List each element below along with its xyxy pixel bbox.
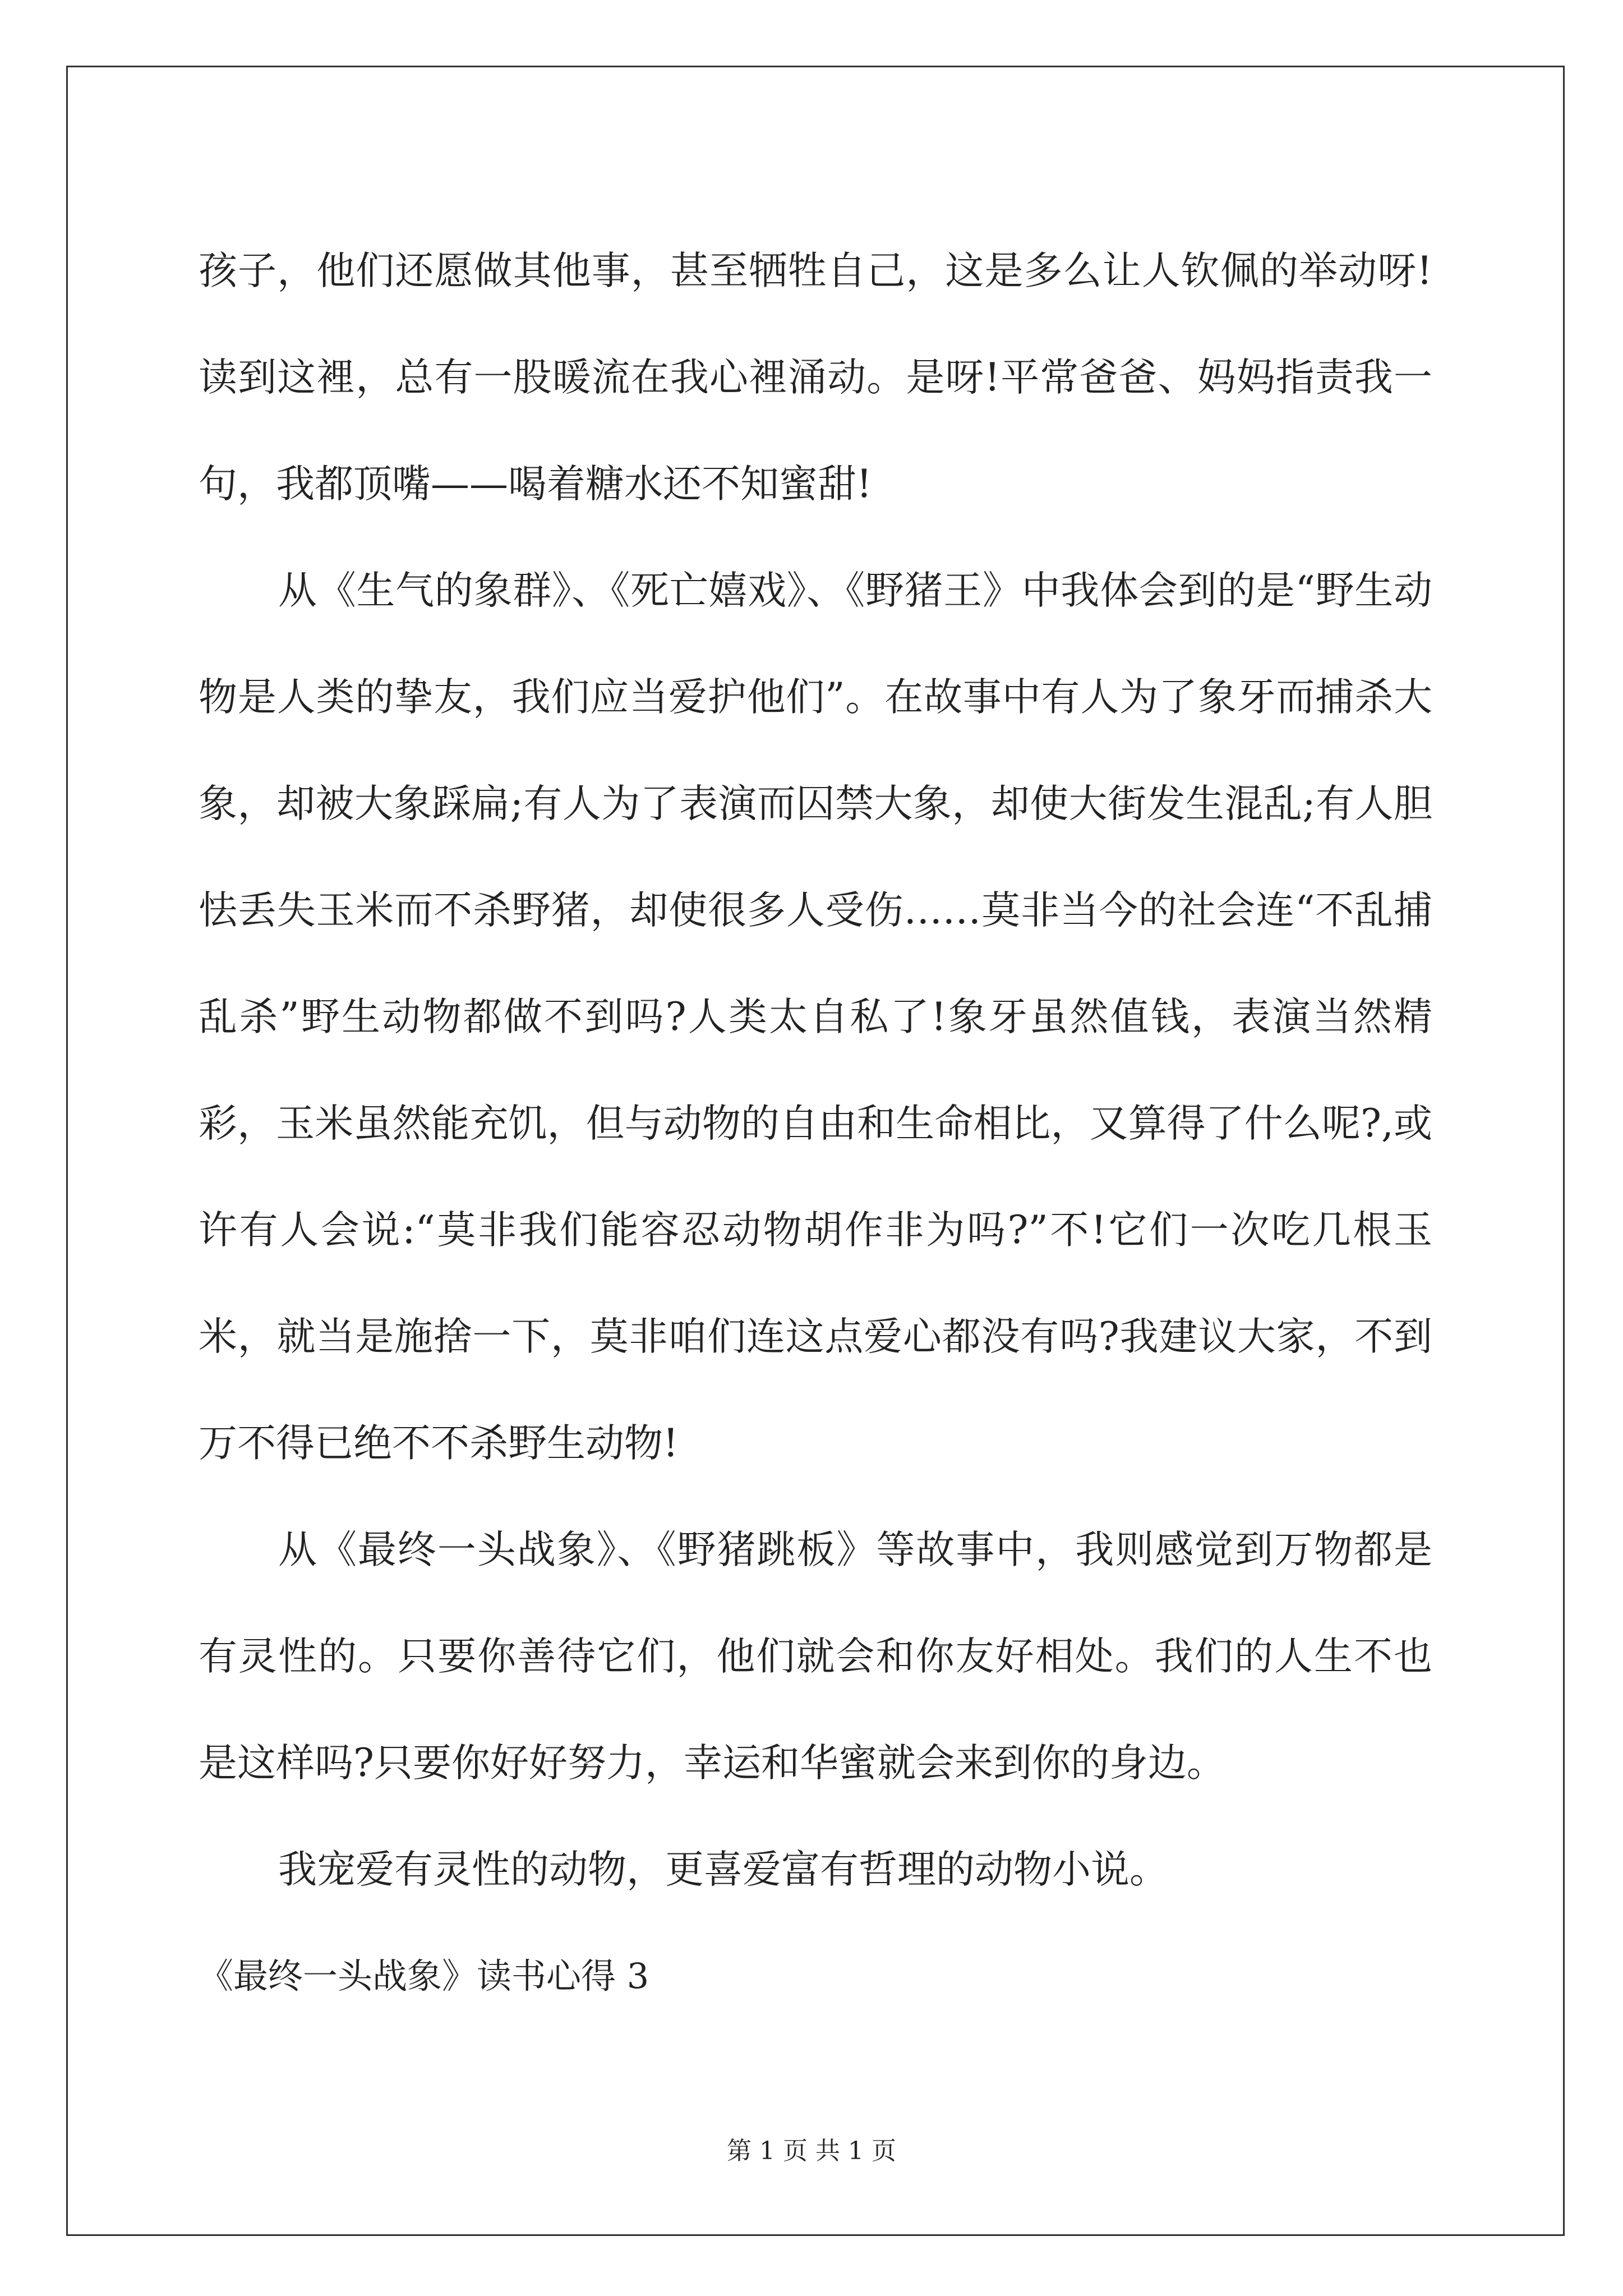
page-number-footer: 第 1 页 共 1 页 xyxy=(727,2137,896,2165)
paragraph-4: 我宠爱有灵性的动物，更喜爱富有哲理的动物小说。 xyxy=(278,1847,1168,1892)
document-body xyxy=(199,218,1432,2030)
paragraph-1: 孩子，他们还愿做其他事，甚至牺牲自己，这是多么让人钦佩的举动呀!读到这裡，总有一股暖流在我心裡涌动。是呀!平常爸爸、妈妈指责我一句，我都顶嘴——喝着糖水还不知蜜甜! xyxy=(199,249,1432,507)
paragraph-2: 从《生气的象群》、《死亡嬉戏》、《野猪王》中我体会到的是“野生动物是人类的挚友，我们应当爱护他们”。在故事中有人为了象牙而捕杀大象，却被大象踩扁;有人为了表演而囚禁大象，却使大街发生混乱;有人胆怯丢失玉米而不杀野猪，却使很多人受伤……莫非当今的社会连“不乱捕乱杀”野生动物都做不到吗?人类太自私了!象牙虽然值钱，表演当然精彩，玉米虽然能充饥，但与动物的自由和生命相比，又算得了什么呢?,或许有人会说:“莫非我们能容忍动物胡作非为吗?”不!它们一次吃几根玉米，就当是施捨一下，莫非咱们连这点爱心都没有吗?我建议大家，不到万不得已绝不不杀野生动物! xyxy=(199,568,1432,1466)
paragraph-3: 从《最终一头战象》、《野猪跳板》等故事中，我则感觉到万物都是有灵性的。只要你善待它们，他们就会和你友好相处。我们的人生不也是这样吗?只要你好好努力，幸运和华蜜就会来到你的身边。 xyxy=(199,1527,1432,1786)
section-heading: 《最终一头战象》读书心得 3 xyxy=(199,1955,649,1996)
